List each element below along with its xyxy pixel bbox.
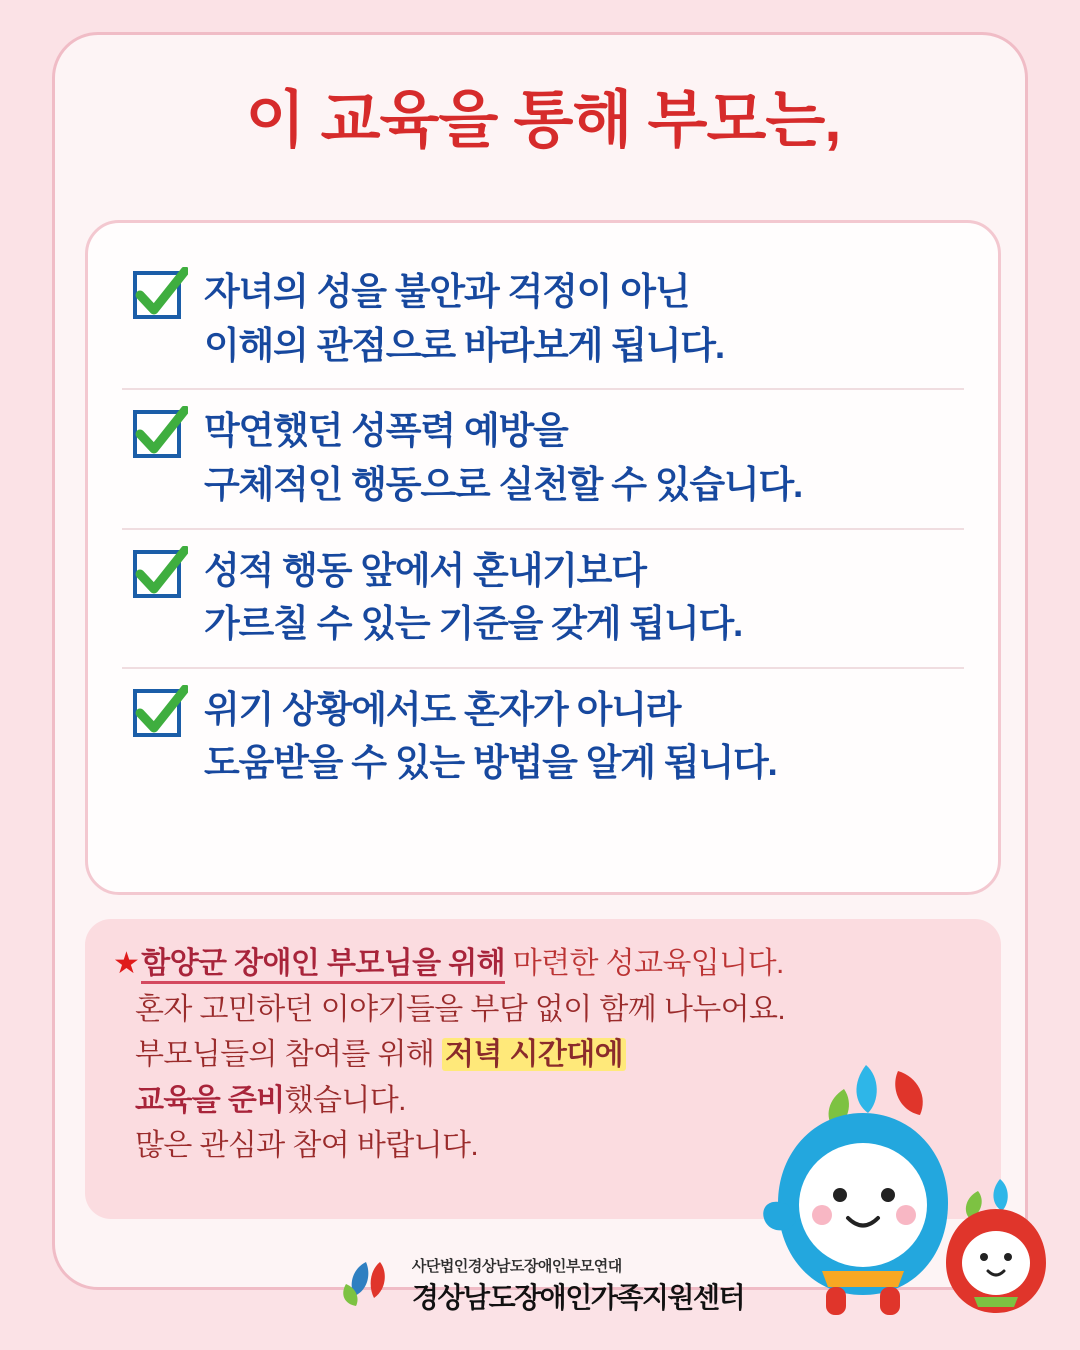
note-underlined-text: 함양군 장애인 부모님을 위해 (141, 947, 505, 984)
note-line3-text: 부모님들의 참여를 위해 (135, 1038, 443, 1072)
checkbox-checked-icon (132, 685, 188, 741)
list-item (122, 667, 964, 806)
star-icon: ★ (113, 947, 140, 980)
footer-org-small: 사단법인경상남도장애인부모연대 (411, 1258, 622, 1275)
list-item-line2: 가르칠 수 있는 기준을 갖게 됩니다. (204, 603, 743, 645)
note-line4-rest: 했습니다. (284, 1083, 406, 1117)
note-highlight-text: 저녁 시간대에 (442, 1038, 626, 1071)
note-line-5: 많은 관심과 참여 바랍니다. (135, 1129, 479, 1163)
list-item-line1: 성적 행동 앞에서 혼내기보다 (204, 549, 646, 591)
note-line4-bold: 교육을 준비 (135, 1083, 285, 1117)
list-item (122, 528, 964, 667)
footer-org-big: 경상남도장애인가족지원센터 (411, 1282, 745, 1313)
benefits-list-panel (85, 220, 1001, 895)
footer-logo (0, 1255, 1080, 1316)
note-line1-rest: 마련한 성교육입니다. (505, 947, 784, 980)
leaf-logo-icon (336, 1256, 398, 1315)
page-title: 이 교육을 통해 부모는, (245, 86, 841, 155)
list-item-line2: 이해의 관점으로 바라보게 됩니다. (204, 324, 724, 366)
checkbox-checked-icon (132, 267, 188, 323)
list-item (122, 388, 964, 527)
list-item-line1: 막연했던 성폭력 예방을 (204, 410, 568, 452)
list-item-line2: 도움받을 수 있는 방법을 알게 됩니다. (204, 742, 777, 784)
list-item-line1: 위기 상황에서도 혼자가 아니라 (204, 688, 681, 730)
list-item (122, 251, 964, 388)
note-line-1 (113, 941, 973, 987)
note-line-2: 혼자 고민하던 이야기들을 부담 없이 함께 나누어요. (135, 992, 786, 1026)
footer-text (412, 1255, 744, 1316)
list-item-line1: 자녀의 성을 불안과 걱정이 아닌 (204, 271, 690, 312)
checkbox-checked-icon (132, 406, 188, 462)
list-item-line2: 구체적인 행동으로 실천할 수 있습니다. (204, 463, 803, 505)
checkbox-checked-icon (132, 546, 188, 602)
